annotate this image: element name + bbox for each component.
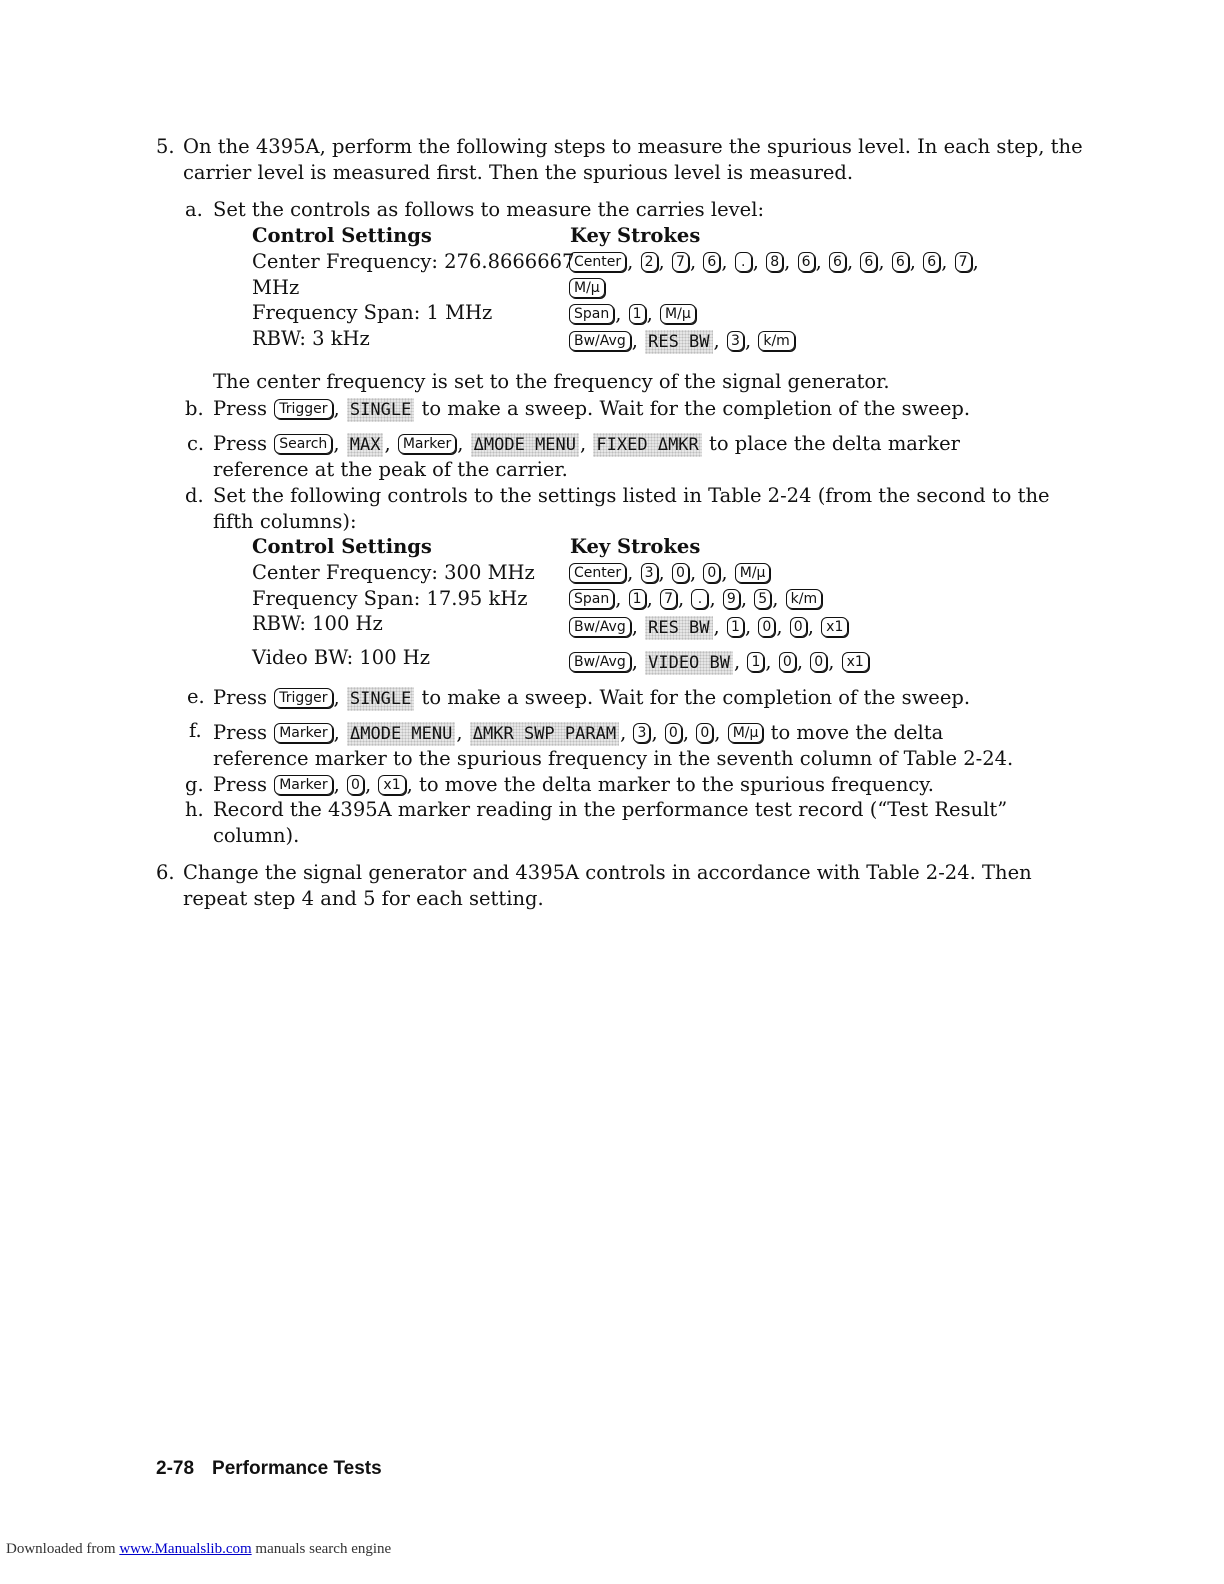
- substep-g-text: Press Marker , 0 , x1 , to move the delta marker to the spurious frequency.: [213, 773, 934, 796]
- key-digit: 6: [923, 252, 940, 272]
- substep-d-text-2: fifth columns):: [213, 510, 357, 533]
- key-m-mu: M/μ: [728, 723, 764, 743]
- key-decimal: .: [735, 252, 752, 272]
- key-decimal: .: [691, 589, 708, 609]
- substep-b-tail: to make a sweep. Wait for the completion of the sweep.: [421, 397, 971, 420]
- substep-h-text: Record the 4395A marker reading in the performance test record (“Test Result”: [213, 798, 1008, 821]
- key-digit: 0: [672, 563, 689, 583]
- key-digit: 2: [641, 252, 658, 272]
- keystrokes-center-frequency: Center , 2 , 7 , 6 , . , 8 , 6 , 6 , 6 , 6 , 6 , 7 ,: [568, 249, 979, 275]
- key-center: Center: [569, 252, 626, 272]
- key-trigger: Trigger: [274, 399, 332, 419]
- substep-b-text: Press Trigger , SINGLE to make a sweep. Wait for the completion of the sweep.: [213, 397, 971, 420]
- press-word: Press: [213, 773, 267, 796]
- press-word: Press: [213, 721, 267, 744]
- substep-e-letter: e.: [187, 685, 205, 708]
- key-digit: 7: [660, 589, 677, 609]
- substep-h-letter: h.: [185, 798, 204, 821]
- substep-e-text: Press Trigger , SINGLE to make a sweep. Wait for the completion of the sweep.: [213, 686, 971, 709]
- key-digit: 0: [703, 563, 720, 583]
- substep-c-letter: c.: [187, 432, 205, 455]
- key-span: Span: [569, 589, 614, 609]
- key-m-mu: M/μ: [735, 563, 771, 583]
- softkey-max: MAX: [347, 433, 384, 457]
- softkey-video-bw: VIDEO BW: [645, 651, 733, 675]
- key-digit: 6: [892, 252, 909, 272]
- setting-frequency-span: Frequency Span: 1 MHz: [252, 301, 493, 324]
- substep-g-tail: , to move the delta marker to the spurious frequency.: [406, 773, 934, 796]
- softkey-delta-mode-menu: ΔMODE MENU: [471, 433, 579, 457]
- key-digit: 7: [955, 252, 972, 272]
- substep-a-text: Set the controls as follows to measure the carries level:: [213, 198, 765, 221]
- key-digit: 6: [703, 252, 720, 272]
- press-word: Press: [213, 686, 267, 709]
- key-m-mu: M/μ: [569, 278, 605, 298]
- key-digit: 1: [629, 304, 646, 324]
- key-digit: 8: [766, 252, 783, 272]
- setting-rbw: RBW: 3 kHz: [252, 327, 370, 350]
- key-bw-avg: Bw/Avg: [569, 617, 631, 637]
- key-digit: 6: [798, 252, 815, 272]
- download-prefix: Downloaded from: [6, 1541, 116, 1557]
- step-6-line-2: repeat step 4 and 5 for each setting.: [183, 887, 544, 910]
- press-word: Press: [213, 397, 267, 420]
- key-x1: x1: [821, 617, 848, 637]
- step-5-line-2: carrier level is measured first. Then the spurious level is measured.: [183, 161, 854, 184]
- substep-c-text: Press Search , MAX , Marker , ΔMODE MENU , FIXED ΔMKR to place the delta marker: [213, 432, 960, 455]
- key-digit: 6: [860, 252, 877, 272]
- key-digit: 0: [347, 775, 364, 795]
- key-marker: Marker: [398, 434, 456, 454]
- step-5-number: 5.: [156, 135, 175, 158]
- setting-rbw: RBW: 100 Hz: [252, 612, 383, 635]
- keystrokes-frequency-span: Span , 1 , 7 , . , 9 , 5 , k/m: [568, 586, 823, 612]
- key-digit: 0: [665, 723, 682, 743]
- setting-center-frequency: Center Frequency: 276.8666667: [252, 250, 575, 273]
- keystrokes-center-frequency-cont: [568, 275, 606, 301]
- softkey-res-bw: RES BW: [645, 330, 712, 354]
- key-search: Search: [274, 434, 332, 454]
- keystrokes-rbw: Bw/Avg , RES BW , 3 , k/m: [568, 328, 796, 354]
- key-k-m: k/m: [758, 331, 794, 351]
- center-frequency-note: The center frequency is set to the frequency of the signal generator.: [213, 370, 890, 393]
- key-marker: Marker: [274, 775, 332, 795]
- key-m-mu: M/μ: [660, 304, 696, 324]
- softkey-fixed-delta-mkr: FIXED ΔMKR: [593, 433, 701, 457]
- key-digit: 0: [696, 723, 713, 743]
- download-notice: [6, 1541, 391, 1558]
- page-number: 2-78: [156, 1458, 195, 1479]
- substep-c-line-2: reference at the peak of the carrier.: [213, 458, 568, 481]
- setting-frequency-span: Frequency Span: 17.95 kHz: [252, 587, 528, 610]
- key-span: Span: [569, 304, 614, 324]
- control-settings-heading: Control Settings: [252, 535, 432, 558]
- key-digit: 1: [727, 617, 744, 637]
- key-digit: 3: [727, 331, 744, 351]
- substep-g-letter: g.: [185, 773, 204, 796]
- setting-center-frequency: Center Frequency: 300 MHz: [252, 561, 535, 584]
- control-settings-heading: Control Settings: [252, 224, 432, 247]
- key-k-m: k/m: [786, 589, 822, 609]
- key-bw-avg: Bw/Avg: [569, 652, 631, 672]
- key-trigger: Trigger: [274, 688, 332, 708]
- section-title: Performance Tests: [212, 1458, 382, 1479]
- substep-f-letter: f.: [189, 719, 202, 742]
- step-6-line-1: Change the signal generator and 4395A controls in accordance with Table 2-24. Then: [183, 861, 1032, 884]
- key-digit: 3: [641, 563, 658, 583]
- substep-d-text: Set the following controls to the settings listed in Table 2-24 (from the second to the: [213, 484, 1050, 507]
- substep-h-line-2: column).: [213, 824, 300, 847]
- keystrokes-rbw: Bw/Avg , RES BW , 1 , 0 , 0 , x1: [568, 614, 849, 640]
- key-digit: 0: [810, 652, 827, 672]
- substep-d-letter: d.: [185, 484, 204, 507]
- press-word: Press: [213, 432, 267, 455]
- softkey-single: SINGLE: [347, 398, 414, 422]
- softkey-delta-mode-menu: ΔMODE MENU: [347, 722, 455, 746]
- key-digit: 5: [754, 589, 771, 609]
- key-digit: 0: [779, 652, 796, 672]
- key-digit: 7: [672, 252, 689, 272]
- key-x1: x1: [378, 775, 405, 795]
- keystrokes-center-frequency: Center , 3 , 0 , 0 , M/μ: [568, 560, 771, 586]
- substep-b-letter: b.: [185, 397, 204, 420]
- substep-f-text: Press Marker , ΔMODE MENU , ΔMKR SWP PARAM , 3 , 0 , 0 , M/μ to move the delta: [213, 721, 944, 744]
- key-digit: 3: [633, 723, 650, 743]
- page-footer: [156, 1458, 400, 1480]
- substep-f-tail: to move the delta: [770, 721, 944, 744]
- substep-c-tail: to place the delta marker: [708, 432, 960, 455]
- keystrokes-frequency-span: Span , 1 , M/μ: [568, 301, 697, 327]
- key-digit: 1: [629, 589, 646, 609]
- substep-a-letter: a.: [185, 198, 203, 221]
- key-x1: x1: [842, 652, 869, 672]
- setting-center-frequency-unit: MHz: [252, 276, 300, 299]
- key-digit: 0: [758, 617, 775, 637]
- key-digit: 1: [747, 652, 764, 672]
- download-suffix: manuals search engine: [255, 1541, 392, 1557]
- key-strokes-heading: Key Strokes: [570, 224, 701, 247]
- manualslib-link[interactable]: www.Manualslib.com: [119, 1541, 252, 1557]
- key-digit: 9: [723, 589, 740, 609]
- softkey-delta-mkr-swp-param: ΔMKR SWP PARAM: [470, 722, 619, 746]
- setting-video-bw: Video BW: 100 Hz: [252, 646, 431, 669]
- key-marker: Marker: [274, 723, 332, 743]
- substep-e-tail: to make a sweep. Wait for the completion of the sweep.: [421, 686, 971, 709]
- key-digit: 6: [829, 252, 846, 272]
- softkey-single: SINGLE: [347, 687, 414, 711]
- step-6-number: 6.: [156, 861, 175, 884]
- softkey-res-bw: RES BW: [645, 616, 712, 640]
- key-center: Center: [569, 563, 626, 583]
- key-strokes-heading: Key Strokes: [570, 535, 701, 558]
- key-bw-avg: Bw/Avg: [569, 331, 631, 351]
- substep-f-line-2: reference marker to the spurious frequency in the seventh column of Table 2-24.: [213, 747, 1014, 770]
- key-digit: 0: [790, 617, 807, 637]
- keystrokes-video-bw: Bw/Avg , VIDEO BW , 1 , 0 , 0 , x1: [568, 649, 870, 675]
- step-5-line-1: On the 4395A, perform the following steps to measure the spurious level. In each step, the: [183, 135, 1083, 158]
